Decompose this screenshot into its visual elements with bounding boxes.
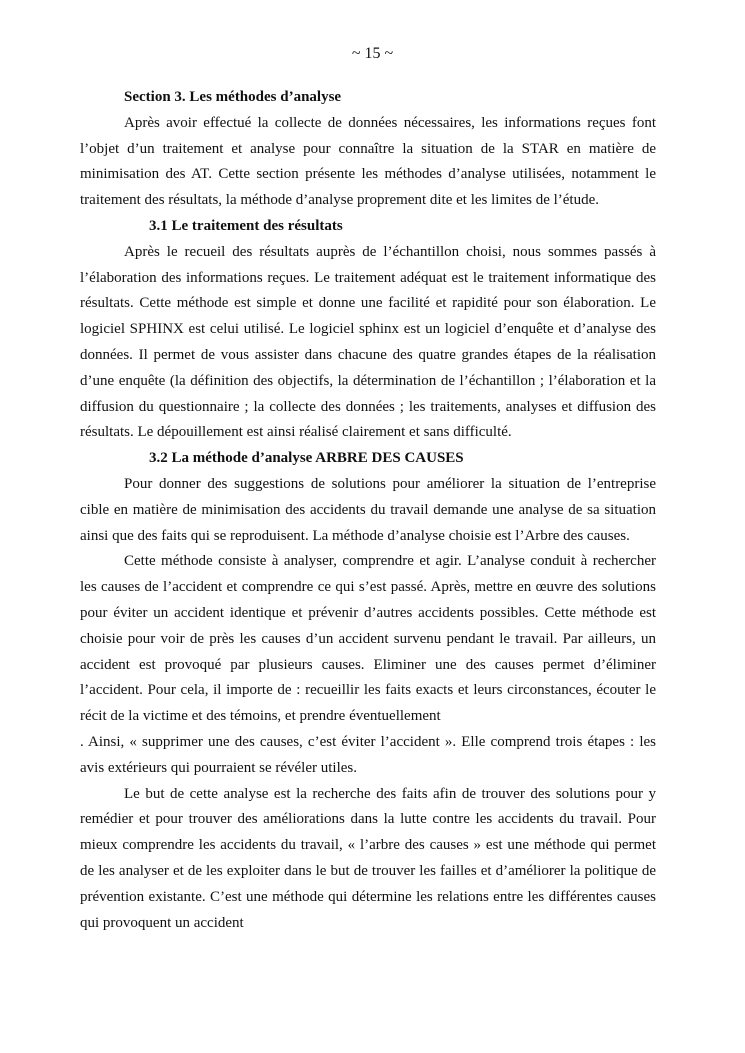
subsection-2-paragraph-1: Pour donner des suggestions de solutions pour améliorer la situation de l’entreprise cible en matière de minimisation des accidents du travail demande une analyse de sa situation ainsi que des faits qui se reproduisent. La méthode d’analyse choisie est l’Arbre des causes. xyxy=(80,475,656,544)
subsection-1-title: 3.1 Le traitement des résultats xyxy=(149,217,343,234)
subsection-1-paragraph: Après le recueil des résultats auprès de l’échantillon choisi, nous sommes passés à l’élaboration des informations reçues. Le traitement adéquat est le traitement informatique des résultats. Cette méthode est simple et donne une facilité et rapidité pour son élaboration. Le logiciel SPHINX est celui utilisé. Le logiciel sphinx est un logiciel d’enquête et d’analyse des données. Il permet de vous assister dans chacune des quatre grandes étapes de la réalisation d’une enquête (la définition des objectifs, la détermination de l’échantillon ; l’élaboration et la diffusion du questionnaire ; la collecte des données ; les traitements, analyses et diffusion des résultats. Le dépouillement est ainsi réalisé clairement et sans difficulté. xyxy=(80,243,656,441)
page-body xyxy=(80,85,656,936)
subsection-2-title: 3.2 La méthode d’analyse ARBRE DES CAUSES xyxy=(149,450,464,467)
section-title: Section 3. Les méthodes d’analyse xyxy=(124,89,342,105)
section-intro-paragraph: Après avoir effectué la collecte de données nécessaires, les informations reçues font l’objet d’un traitement et analyse pour connaître la situation de la STAR en matière de minimisation des AT. Cette section présente les méthodes d’analyse utilisées, notamment le traitement des résultats, la méthode d’analyse proprement dite et les limites de l’étude. xyxy=(80,114,656,209)
subsection-2-paragraph-4: Le but de cette analyse est la recherche des faits afin de trouver des solutions pour y remédier et pour trouver des améliorations dans la lutte contre les accidents du travail. Pour mieux comprendre les accidents du travail, « l’arbre des causes » est une méthode qui permet de les analyser et de les exploiter dans le but de trouver les failles et d’améliorer la politique de prévention existante. C’est une méthode qui détermine les relations entre les différentes causes qui provoquent un accident xyxy=(80,785,656,931)
subsection-2-paragraph-2: Cette méthode consiste à analyser, comprendre et agir. L’analyse conduit à rechercher les causes de l’accident et comprendre ce qui s’est passé. Après, mettre en œuvre des solutions pour éviter un accident identique et prévenir d’autres accidents possibles. Cette méthode est choisie pour voir de près les causes d’un accident survenu pendant le travail. Par ailleurs, un accident est provoqué par plusieurs causes. Eliminer une des causes permet d’éliminer l’accident. Pour cela, il importe de : recueillir les faits exacts et leurs circonstances, écouter le récit de la victime et des témoins, et prendre éventuellement xyxy=(80,553,656,725)
subsection-2-paragraph-3: . Ainsi, « supprimer une des causes, c’est éviter l’accident ». Elle comprend trois étapes : les avis extérieurs qui pourraient se révéler utiles. xyxy=(80,733,656,776)
page-number: ~ 15 ~ xyxy=(351,45,394,62)
